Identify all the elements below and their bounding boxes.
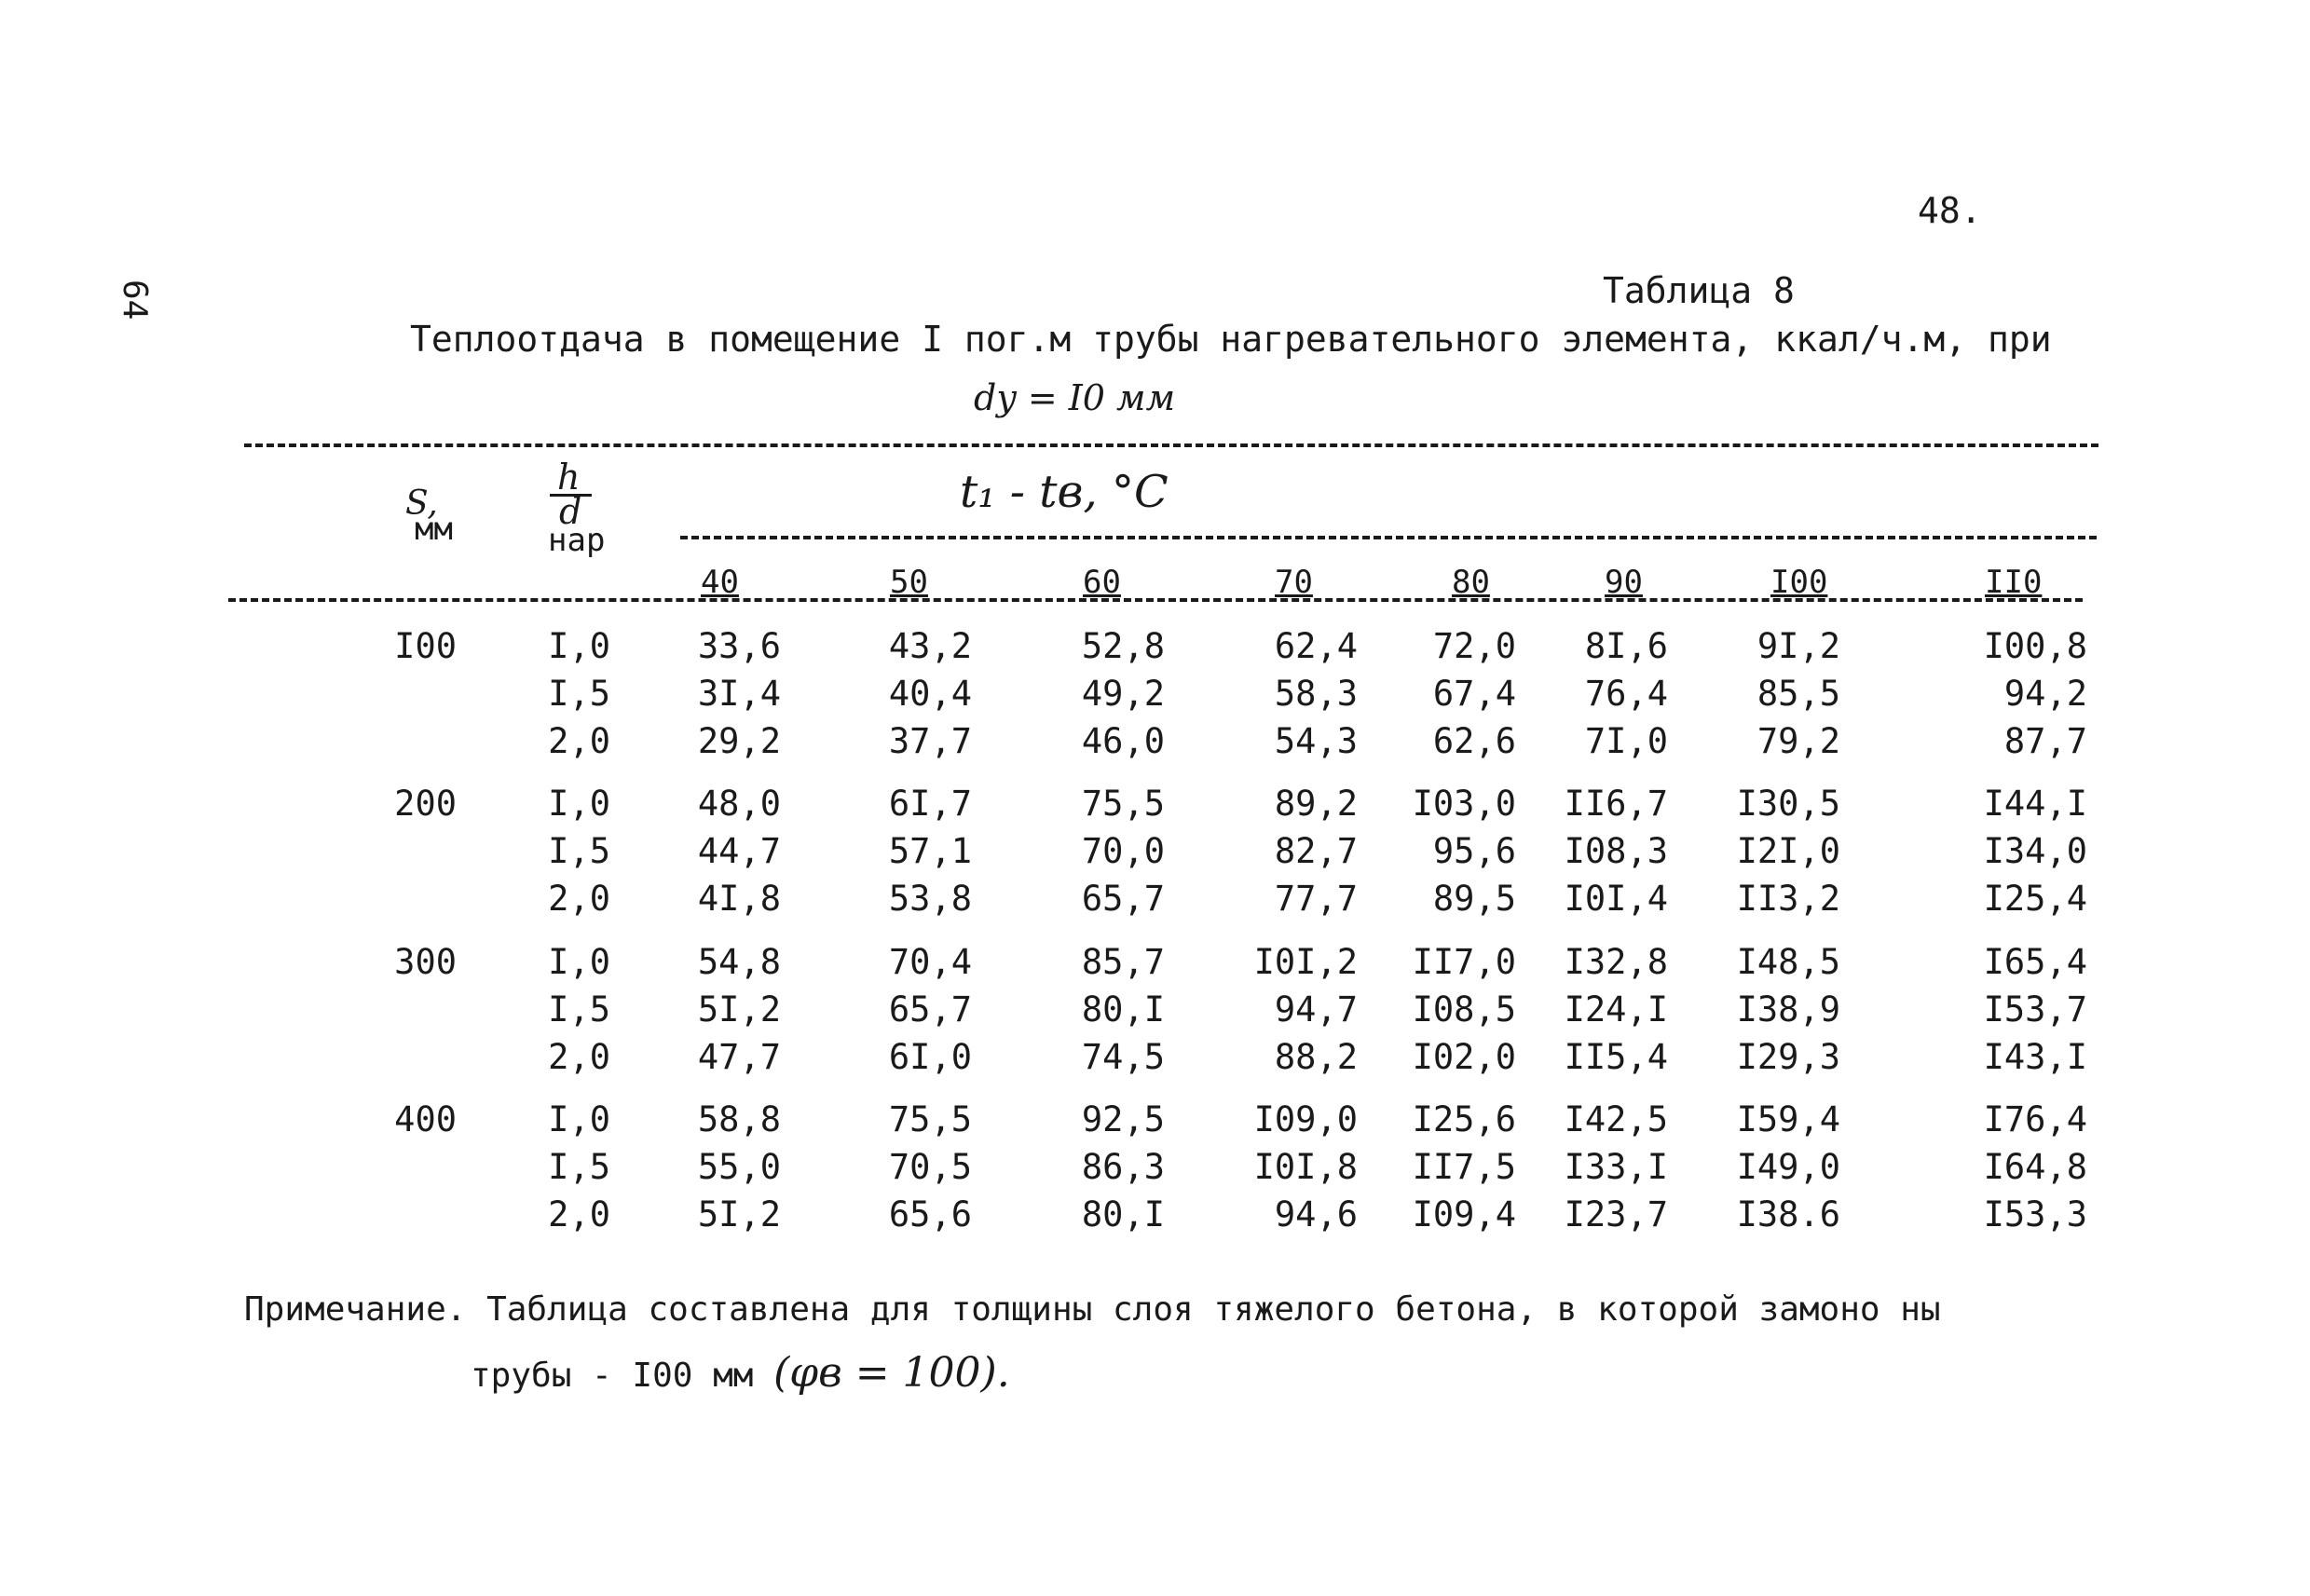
table-cell: I53,7 <box>1983 989 2087 1030</box>
table-cell: I48,5 <box>1736 942 1840 982</box>
h-unit: нар <box>548 522 606 559</box>
table-cell: I25,6 <box>1412 1099 1516 1139</box>
table-cell: 54,3 <box>1274 721 1358 761</box>
table-cell: 65,7 <box>1081 879 1165 919</box>
s-unit: мм <box>415 511 453 548</box>
table-cell: 75,5 <box>888 1099 972 1139</box>
mid-rule <box>680 536 2097 539</box>
table-cell: I0I,2 <box>1253 942 1358 982</box>
table-cell: 6I,7 <box>888 784 972 824</box>
table-cell: I64,8 <box>1983 1147 2087 1187</box>
table-cell: I24,I <box>1564 989 1668 1030</box>
h-value: I,5 <box>548 674 610 714</box>
table-cell: 5I,2 <box>697 989 781 1030</box>
s-value: 400 <box>394 1099 457 1139</box>
table-cell: 49,2 <box>1081 674 1165 714</box>
table-cell: 53,8 <box>888 879 972 919</box>
table-cell: I00,8 <box>1983 626 2087 666</box>
table-cell: 29,2 <box>697 721 781 761</box>
temp-header-7: II0 <box>1985 564 2043 601</box>
table-cell: 33,6 <box>697 626 781 666</box>
table-cell: 8I,6 <box>1584 626 1668 666</box>
table-cell: I2I,0 <box>1736 831 1840 871</box>
table-cell: 58,3 <box>1274 674 1358 714</box>
note-line-2 <box>471 1349 1010 1397</box>
table-cell: 55,0 <box>697 1147 781 1187</box>
table-cell: 94,6 <box>1274 1194 1358 1235</box>
table-cell: 4I,8 <box>697 879 781 919</box>
h-denominator: d <box>559 491 582 532</box>
s-symbol: S, <box>405 484 438 523</box>
h-value: 2,0 <box>548 879 610 919</box>
table-cell: 75,5 <box>1081 784 1165 824</box>
side-page-number: 64 <box>116 280 154 321</box>
table-cell: II7,5 <box>1412 1147 1516 1187</box>
table-cell: 37,7 <box>888 721 972 761</box>
top-rule <box>244 443 2098 447</box>
table-cell: 88,2 <box>1274 1037 1358 1077</box>
table-cell: 85,5 <box>1756 674 1840 714</box>
table-cell: I53,3 <box>1983 1194 2087 1235</box>
h-value: I,5 <box>548 989 610 1030</box>
table-cell: 57,1 <box>888 831 972 871</box>
temp-header-1: 50 <box>890 564 928 601</box>
table-cell: I29,3 <box>1736 1037 1840 1077</box>
table-cell: 65,7 <box>888 989 972 1030</box>
table-cell: I59,4 <box>1736 1099 1840 1139</box>
table-cell: 46,0 <box>1081 721 1165 761</box>
table-cell: 74,5 <box>1081 1037 1165 1077</box>
table-cell: 3I,4 <box>697 674 781 714</box>
table-cell: I03,0 <box>1412 784 1516 824</box>
table-cell: I38.6 <box>1736 1194 1840 1235</box>
h-value: I,0 <box>548 626 610 666</box>
note-formula: (φв = 100). <box>773 1349 1010 1397</box>
temp-header-5: 90 <box>1605 564 1643 601</box>
table-cell: 6I,0 <box>888 1037 972 1077</box>
table-cell: 70,0 <box>1081 831 1165 871</box>
h-value: 2,0 <box>548 1194 610 1235</box>
table-cell: I08,3 <box>1564 831 1668 871</box>
table-cell: I08,5 <box>1412 989 1516 1030</box>
table-label: Таблица 8 <box>1603 270 1795 311</box>
table-cell: 9I,2 <box>1756 626 1840 666</box>
h-value: 2,0 <box>548 1037 610 1077</box>
temp-header-6: I00 <box>1770 564 1828 601</box>
table-cell: 89,5 <box>1432 879 1516 919</box>
table-cell: 58,8 <box>697 1099 781 1139</box>
s-value: 300 <box>394 942 457 982</box>
table-cell: I0I,4 <box>1564 879 1668 919</box>
table-cell: 76,4 <box>1584 674 1668 714</box>
h-numerator: h <box>557 457 581 498</box>
table-subtitle: dy = I0 мм <box>974 377 1176 418</box>
table-cell: I42,5 <box>1564 1099 1668 1139</box>
h-value: I,5 <box>548 831 610 871</box>
table-cell: 52,8 <box>1081 626 1165 666</box>
table-cell: I25,4 <box>1983 879 2087 919</box>
table-cell: 85,7 <box>1081 942 1165 982</box>
temp-header-3: 70 <box>1275 564 1313 601</box>
table-cell: I02,0 <box>1412 1037 1516 1077</box>
table-cell: 89,2 <box>1274 784 1358 824</box>
temp-header-2: 60 <box>1083 564 1121 601</box>
table-cell: I30,5 <box>1736 784 1840 824</box>
table-cell: 72,0 <box>1432 626 1516 666</box>
h-value: 2,0 <box>548 721 610 761</box>
table-cell: 95,6 <box>1432 831 1516 871</box>
table-cell: I43,I <box>1983 1037 2087 1077</box>
table-cell: 67,4 <box>1432 674 1516 714</box>
table-cell: 40,4 <box>888 674 972 714</box>
table-cell: 65,6 <box>888 1194 972 1235</box>
table-cell: 48,0 <box>697 784 781 824</box>
temp-header-0: 40 <box>701 564 739 601</box>
table-title: Теплоотдача в помещение I пог.м трубы нагревательного элемента, ккал/ч.м, при <box>410 319 2052 360</box>
table-cell: I09,0 <box>1253 1099 1358 1139</box>
temp-header-4: 80 <box>1452 564 1490 601</box>
table-cell: 77,7 <box>1274 879 1358 919</box>
table-cell: I49,0 <box>1736 1147 1840 1187</box>
s-value: I00 <box>394 626 457 666</box>
table-cell: I38,9 <box>1736 989 1840 1030</box>
table-cell: 70,5 <box>888 1147 972 1187</box>
h-value: I,5 <box>548 1147 610 1187</box>
table-cell: 62,6 <box>1432 721 1516 761</box>
table-cell: I76,4 <box>1983 1099 2087 1139</box>
table-cell: 44,7 <box>697 831 781 871</box>
table-cell: 7I,0 <box>1584 721 1668 761</box>
table-cell: II6,7 <box>1564 784 1668 824</box>
table-cell: 47,7 <box>697 1037 781 1077</box>
table-cell: 94,7 <box>1274 989 1358 1030</box>
table-cell: 62,4 <box>1274 626 1358 666</box>
table-cell: I09,4 <box>1412 1194 1516 1235</box>
s-value: 200 <box>394 784 457 824</box>
table-cell: II5,4 <box>1564 1037 1668 1077</box>
table-cell: 82,7 <box>1274 831 1358 871</box>
table-cell: 79,2 <box>1756 721 1840 761</box>
delta-t-header: t₁ - tв, °C <box>960 466 1169 518</box>
table-cell: I34,0 <box>1983 831 2087 871</box>
table-cell: I33,I <box>1564 1147 1668 1187</box>
table-cell: 94,2 <box>2003 674 2087 714</box>
h-value: I,0 <box>548 784 610 824</box>
table-cell: 5I,2 <box>697 1194 781 1235</box>
table-cell: 54,8 <box>697 942 781 982</box>
table-cell: 70,4 <box>888 942 972 982</box>
table-cell: I32,8 <box>1564 942 1668 982</box>
table-cell: 87,7 <box>2003 721 2087 761</box>
table-cell: 80,I <box>1081 989 1165 1030</box>
table-cell: II3,2 <box>1736 879 1840 919</box>
table-cell: II7,0 <box>1412 942 1516 982</box>
h-value: I,0 <box>548 1099 610 1139</box>
page-number: 48. <box>1918 190 1982 231</box>
table-cell: 86,3 <box>1081 1147 1165 1187</box>
note-text: трубы - I00 мм <box>471 1357 754 1395</box>
table-cell: I23,7 <box>1564 1194 1668 1235</box>
note-line-1: Примечание. Таблица составлена для толщины слоя тяжелого бетона, в которой замоно ны <box>244 1290 1941 1329</box>
table-cell: 43,2 <box>888 626 972 666</box>
table-cell: I44,I <box>1983 784 2087 824</box>
table-cell: 80,I <box>1081 1194 1165 1235</box>
h-value: I,0 <box>548 942 610 982</box>
table-cell: 92,5 <box>1081 1099 1165 1139</box>
table-cell: I65,4 <box>1983 942 2087 982</box>
table-cell: I0I,8 <box>1253 1147 1358 1187</box>
